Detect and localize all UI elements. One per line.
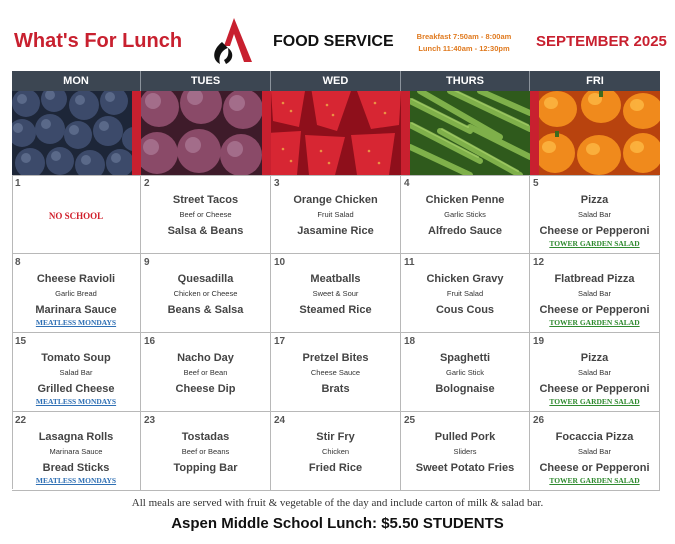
secondary-label: Jasamine Rice — [297, 225, 374, 237]
side-label: Fruit Salad — [446, 289, 484, 298]
day-cell — [530, 333, 660, 412]
day-cell — [401, 175, 530, 254]
day-header-wed: WED — [271, 71, 401, 91]
side-label: Garlic Stick — [446, 368, 484, 377]
day-cell — [12, 175, 141, 254]
month-label: SEPTEMBER 2025 — [536, 33, 667, 50]
entree-label: Nacho Day — [177, 352, 234, 364]
day-number: 4 — [404, 178, 410, 189]
day-cell — [530, 175, 660, 254]
day-cell — [271, 175, 401, 254]
side-label: Garlic Sticks — [444, 210, 486, 219]
secondary-label: Alfredo Sauce — [428, 225, 502, 237]
day-number: 9 — [144, 257, 150, 268]
meatless-mondays-link[interactable]: MEATLESS MONDAYS — [35, 318, 117, 327]
entree-label: Pizza — [580, 194, 609, 206]
day-number: 22 — [15, 415, 27, 426]
day-cell — [141, 412, 271, 491]
green-beans-image — [410, 91, 530, 175]
day-number: 23 — [144, 415, 156, 426]
lunch-hours: Lunch 11:40am - 12:30pm — [418, 44, 510, 53]
day-cell — [141, 175, 271, 254]
entree-label: Tostadas — [181, 431, 230, 443]
day-number: 26 — [533, 415, 545, 426]
secondary-label: Cheese or Pepperoni — [539, 225, 650, 237]
plums-image — [141, 91, 262, 175]
entree-label: Meatballs — [310, 273, 361, 285]
side-label: Salad Bar — [578, 289, 611, 298]
entree-label: Pretzel Bites — [302, 352, 369, 364]
day-number: 19 — [533, 336, 545, 347]
entree-label: Quesadilla — [177, 273, 234, 285]
day-cell — [12, 254, 141, 333]
secondary-label: Bolognaise — [435, 383, 495, 395]
side-label: Salad Bar — [578, 368, 611, 377]
tower-garden-link[interactable]: TOWER GARDEN SALAD — [549, 476, 640, 485]
side-label: Beef or Beans — [181, 447, 230, 456]
day-cell — [141, 333, 271, 412]
tower-garden-link[interactable]: TOWER GARDEN SALAD — [549, 397, 640, 406]
secondary-label: Cheese Dip — [175, 383, 236, 395]
tower-garden-link[interactable]: TOWER GARDEN SALAD — [549, 318, 640, 327]
entree-label: Pulled Pork — [434, 431, 496, 443]
side-label: Salad Bar — [578, 210, 611, 219]
side-label: Garlic Bread — [55, 289, 97, 298]
day-cell — [271, 412, 401, 491]
entree-label: Chicken Penne — [425, 194, 505, 206]
entree-label: Flatbread Pizza — [554, 273, 635, 285]
secondary-label: Cheese or Pepperoni — [539, 462, 650, 474]
day-cell — [401, 254, 530, 333]
day-number: 24 — [274, 415, 286, 426]
day-number: 17 — [274, 336, 286, 347]
entree-label: Lasagna Rolls — [38, 431, 114, 443]
meal-hours — [404, 31, 524, 55]
day-cell — [530, 254, 660, 333]
day-number: 2 — [144, 178, 150, 189]
side-label: Salad Bar — [578, 447, 611, 456]
day-cell — [401, 412, 530, 491]
meatless-mondays-link[interactable]: MEATLESS MONDAYS — [35, 476, 117, 485]
entree-label: Pizza — [580, 352, 609, 364]
secondary-label: Sweet Potato Fries — [415, 462, 515, 474]
day-cell — [12, 412, 141, 491]
day-number: 11 — [404, 257, 415, 268]
entree-label: Spaghetti — [439, 352, 491, 364]
side-label: Sweet & Sour — [312, 289, 359, 298]
secondary-label: Cheese or Pepperoni — [539, 383, 650, 395]
food-service-label: FOOD SERVICE — [273, 33, 394, 50]
day-number: 18 — [404, 336, 416, 347]
day-number: 10 — [274, 257, 286, 268]
day-number: 25 — [404, 415, 416, 426]
entree-label: Street Tacos — [172, 194, 239, 206]
side-label: Chicken or Cheese — [173, 289, 238, 298]
page-header — [0, 0, 675, 70]
bell-peppers-image — [539, 91, 660, 175]
side-label: Sliders — [453, 447, 477, 456]
secondary-label: Steamed Rice — [299, 304, 372, 316]
secondary-label: Fried Rice — [308, 462, 363, 474]
entree-label: Cheese Ravioli — [36, 273, 116, 285]
entree-label: Orange Chicken — [293, 194, 378, 206]
tower-garden-link[interactable]: TOWER GARDEN SALAD — [549, 239, 640, 248]
photo-divider — [262, 91, 271, 175]
day-number: 1 — [15, 178, 21, 189]
day-number: 8 — [15, 257, 21, 268]
day-number: 16 — [144, 336, 156, 347]
day-cell — [271, 333, 401, 412]
strawberries-image — [271, 91, 401, 175]
blueberries-image — [12, 91, 132, 175]
side-label: Beef or Bean — [183, 368, 228, 377]
entree-label: Tomato Soup — [41, 352, 111, 364]
day-number: 5 — [533, 178, 539, 189]
secondary-label: Topping Bar — [173, 462, 238, 474]
side-label: Chicken — [321, 447, 350, 456]
day-number: 12 — [533, 257, 545, 268]
photo-divider — [132, 91, 141, 175]
secondary-label: Bread Sticks — [42, 462, 110, 474]
entree-label: Chicken Gravy — [426, 273, 504, 285]
secondary-label: Cous Cous — [435, 304, 495, 316]
day-cell — [530, 412, 660, 491]
side-label: Beef or Cheese — [179, 210, 232, 219]
day-header-mon: MON — [12, 71, 141, 91]
secondary-label: Grilled Cheese — [37, 383, 115, 395]
side-label: Marinara Sauce — [49, 447, 103, 456]
day-cell — [141, 254, 271, 333]
meals-footnote: All meals are served with fruit & vegetable of the day and include carton of milk & salad bar. — [131, 497, 544, 509]
photo-divider — [530, 91, 539, 175]
price-footer: Aspen Middle School Lunch: $5.50 STUDENTS — [171, 515, 504, 532]
secondary-label: Salsa & Beans — [167, 225, 244, 237]
photo-divider — [401, 91, 410, 175]
no-school-label: NO SCHOOL — [48, 211, 104, 221]
side-label: Fruit Salad — [317, 210, 354, 219]
side-label: Salad Bar — [59, 368, 93, 377]
day-header-tues: TUES — [141, 71, 271, 91]
day-number: 3 — [274, 178, 280, 189]
aspen-logo-icon — [208, 16, 256, 66]
day-header-fri: FRI — [530, 71, 660, 91]
secondary-label: Beans & Salsa — [167, 304, 244, 316]
secondary-label: Brats — [321, 383, 350, 395]
secondary-label: Marinara Sauce — [35, 304, 117, 316]
day-cell — [271, 254, 401, 333]
meatless-mondays-link[interactable]: MEATLESS MONDAYS — [35, 397, 117, 406]
entree-label: Stir Fry — [316, 431, 355, 443]
side-label: Cheese Sauce — [310, 368, 361, 377]
day-header-thurs: THURS — [401, 71, 530, 91]
page-title: What's For Lunch — [14, 30, 183, 52]
day-number: 15 — [15, 336, 27, 347]
entree-label: Focaccia Pizza — [555, 431, 634, 443]
day-cell — [12, 333, 141, 412]
secondary-label: Cheese or Pepperoni — [539, 304, 650, 316]
day-cell — [401, 333, 530, 412]
breakfast-hours: Breakfast 7:50am - 8:00am — [416, 32, 512, 41]
